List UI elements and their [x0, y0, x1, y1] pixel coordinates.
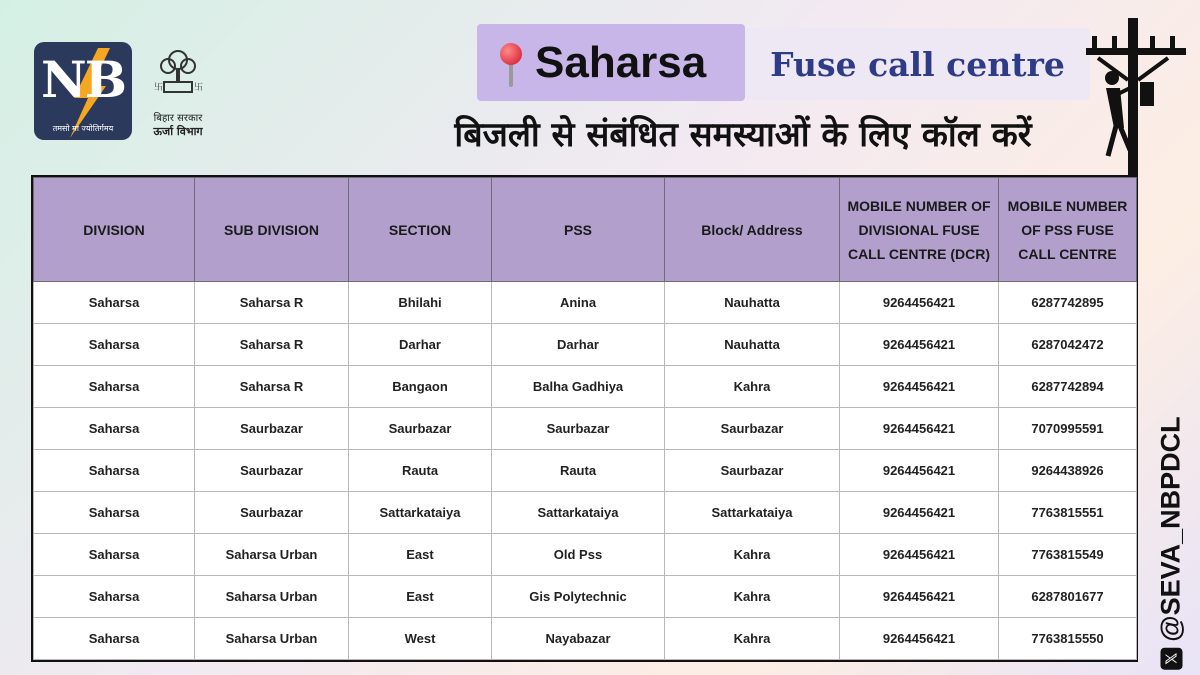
- page-title: Fuse call centre: [770, 44, 1065, 84]
- table-cell: 6287801677: [999, 576, 1137, 618]
- table-row: [34, 366, 1137, 408]
- table-cell: Kahra: [665, 618, 840, 660]
- svg-text:卐: 卐: [194, 83, 204, 93]
- table-header-row: [34, 178, 1137, 282]
- govt-department: ऊर्जा विभाग: [153, 125, 203, 138]
- table-cell: West: [349, 618, 492, 660]
- table-cell: 9264456421: [840, 324, 999, 366]
- table-cell: Sattarkataiya: [665, 492, 840, 534]
- table-cell: Saharsa: [34, 408, 195, 450]
- table-cell: Kahra: [665, 366, 840, 408]
- logo-letters: NB: [41, 50, 125, 109]
- table-cell: Saharsa Urban: [195, 576, 349, 618]
- table-cell: Saharsa: [34, 282, 195, 324]
- table-cell: 9264456421: [840, 366, 999, 408]
- table-row: [34, 408, 1137, 450]
- bihar-emblem-icon: [150, 44, 206, 100]
- table-cell: Balha Gadhiya: [492, 366, 665, 408]
- table-cell: Saurbazar: [665, 408, 840, 450]
- fuse-call-centre-table: [31, 175, 1138, 662]
- table-cell: Sattarkataiya: [349, 492, 492, 534]
- column-header: SUB DIVISION: [195, 178, 349, 282]
- table-cell: Nayabazar: [492, 618, 665, 660]
- table-cell: 9264456421: [840, 618, 999, 660]
- table-cell: 6287742895: [999, 282, 1137, 324]
- table-cell: Darhar: [492, 324, 665, 366]
- table-row: [34, 282, 1137, 324]
- table-cell: Saharsa R: [195, 366, 349, 408]
- table-cell: Saurbazar: [195, 492, 349, 534]
- table-cell: 7763815550: [999, 618, 1137, 660]
- svg-text:卐: 卐: [154, 83, 164, 93]
- city-banner: [477, 24, 745, 101]
- table-row: [34, 618, 1137, 660]
- table-cell: Anina: [492, 282, 665, 324]
- table-cell: Saharsa: [34, 492, 195, 534]
- table-cell: 9264456421: [840, 534, 999, 576]
- table-cell: 7763815551: [999, 492, 1137, 534]
- hindi-subtitle: बिजली से संबंधित समस्याओं के लिए कॉल करें: [454, 115, 1032, 155]
- table-cell: 9264438926: [999, 450, 1137, 492]
- table-row: [34, 576, 1137, 618]
- table-cell: Nauhatta: [665, 282, 840, 324]
- table-cell: Saurbazar: [349, 408, 492, 450]
- nbpdcl-logo: [34, 42, 132, 140]
- table-cell: Bhilahi: [349, 282, 492, 324]
- table-cell: Saharsa Urban: [195, 534, 349, 576]
- table-cell: Nauhatta: [665, 324, 840, 366]
- table-cell: 7763815549: [999, 534, 1137, 576]
- table-cell: 9264456421: [840, 492, 999, 534]
- table-cell: Rauta: [349, 450, 492, 492]
- column-header: MOBILE NUMBER OF PSS FUSE CALL CENTRE: [999, 178, 1137, 282]
- govt-name: बिहार सरकार: [153, 113, 203, 124]
- table-row: [34, 324, 1137, 366]
- table-cell: Darhar: [349, 324, 492, 366]
- table-cell: Bangaon: [349, 366, 492, 408]
- table-row: [34, 450, 1137, 492]
- table-body: [34, 282, 1137, 660]
- table-cell: Gis Polytechnic: [492, 576, 665, 618]
- table-cell: Saharsa: [34, 324, 195, 366]
- column-header: SECTION: [349, 178, 492, 282]
- table-cell: Saharsa R: [195, 282, 349, 324]
- title-banner: [745, 28, 1090, 100]
- table-cell: Saharsa R: [195, 324, 349, 366]
- social-handle: [1148, 415, 1194, 665]
- table-cell: 9264456421: [840, 450, 999, 492]
- table-cell: Saurbazar: [492, 408, 665, 450]
- table-cell: Saurbazar: [195, 450, 349, 492]
- table-cell: East: [349, 576, 492, 618]
- table-cell: Saharsa: [34, 576, 195, 618]
- table-cell: 6287042472: [999, 324, 1137, 366]
- table-cell: East: [349, 534, 492, 576]
- column-header: Block/ Address: [665, 178, 840, 282]
- column-header: PSS: [492, 178, 665, 282]
- table-cell: Saharsa Urban: [195, 618, 349, 660]
- table-cell: Saharsa: [34, 366, 195, 408]
- city-name: Saharsa: [535, 37, 707, 87]
- table-cell: Kahra: [665, 534, 840, 576]
- table-cell: Saurbazar: [195, 408, 349, 450]
- table-cell: 6287742894: [999, 366, 1137, 408]
- table-cell: 9264456421: [840, 576, 999, 618]
- table-cell: 9264456421: [840, 282, 999, 324]
- x-logo-icon: 𝕏: [1160, 647, 1182, 669]
- handle-text: @SEVA_NBPDCL: [1155, 415, 1186, 642]
- table-cell: Rauta: [492, 450, 665, 492]
- table-row: [34, 492, 1137, 534]
- table-cell: Old Pss: [492, 534, 665, 576]
- table-cell: 9264456421: [840, 408, 999, 450]
- column-header: DIVISION: [34, 178, 195, 282]
- table-row: [34, 534, 1137, 576]
- table-cell: Saharsa: [34, 534, 195, 576]
- table-cell: 7070995591: [999, 408, 1137, 450]
- column-header: MOBILE NUMBER OF DIVISIONAL FUSE CALL CENTRE (DCR): [840, 178, 999, 282]
- table-cell: Saurbazar: [665, 450, 840, 492]
- table-cell: Saharsa: [34, 618, 195, 660]
- location-pin-icon: [497, 37, 525, 89]
- logo-tagline: तमसो मा ज्योतिर्गमय: [52, 124, 114, 133]
- table-cell: Sattarkataiya: [492, 492, 665, 534]
- table-cell: Kahra: [665, 576, 840, 618]
- table-cell: Saharsa: [34, 450, 195, 492]
